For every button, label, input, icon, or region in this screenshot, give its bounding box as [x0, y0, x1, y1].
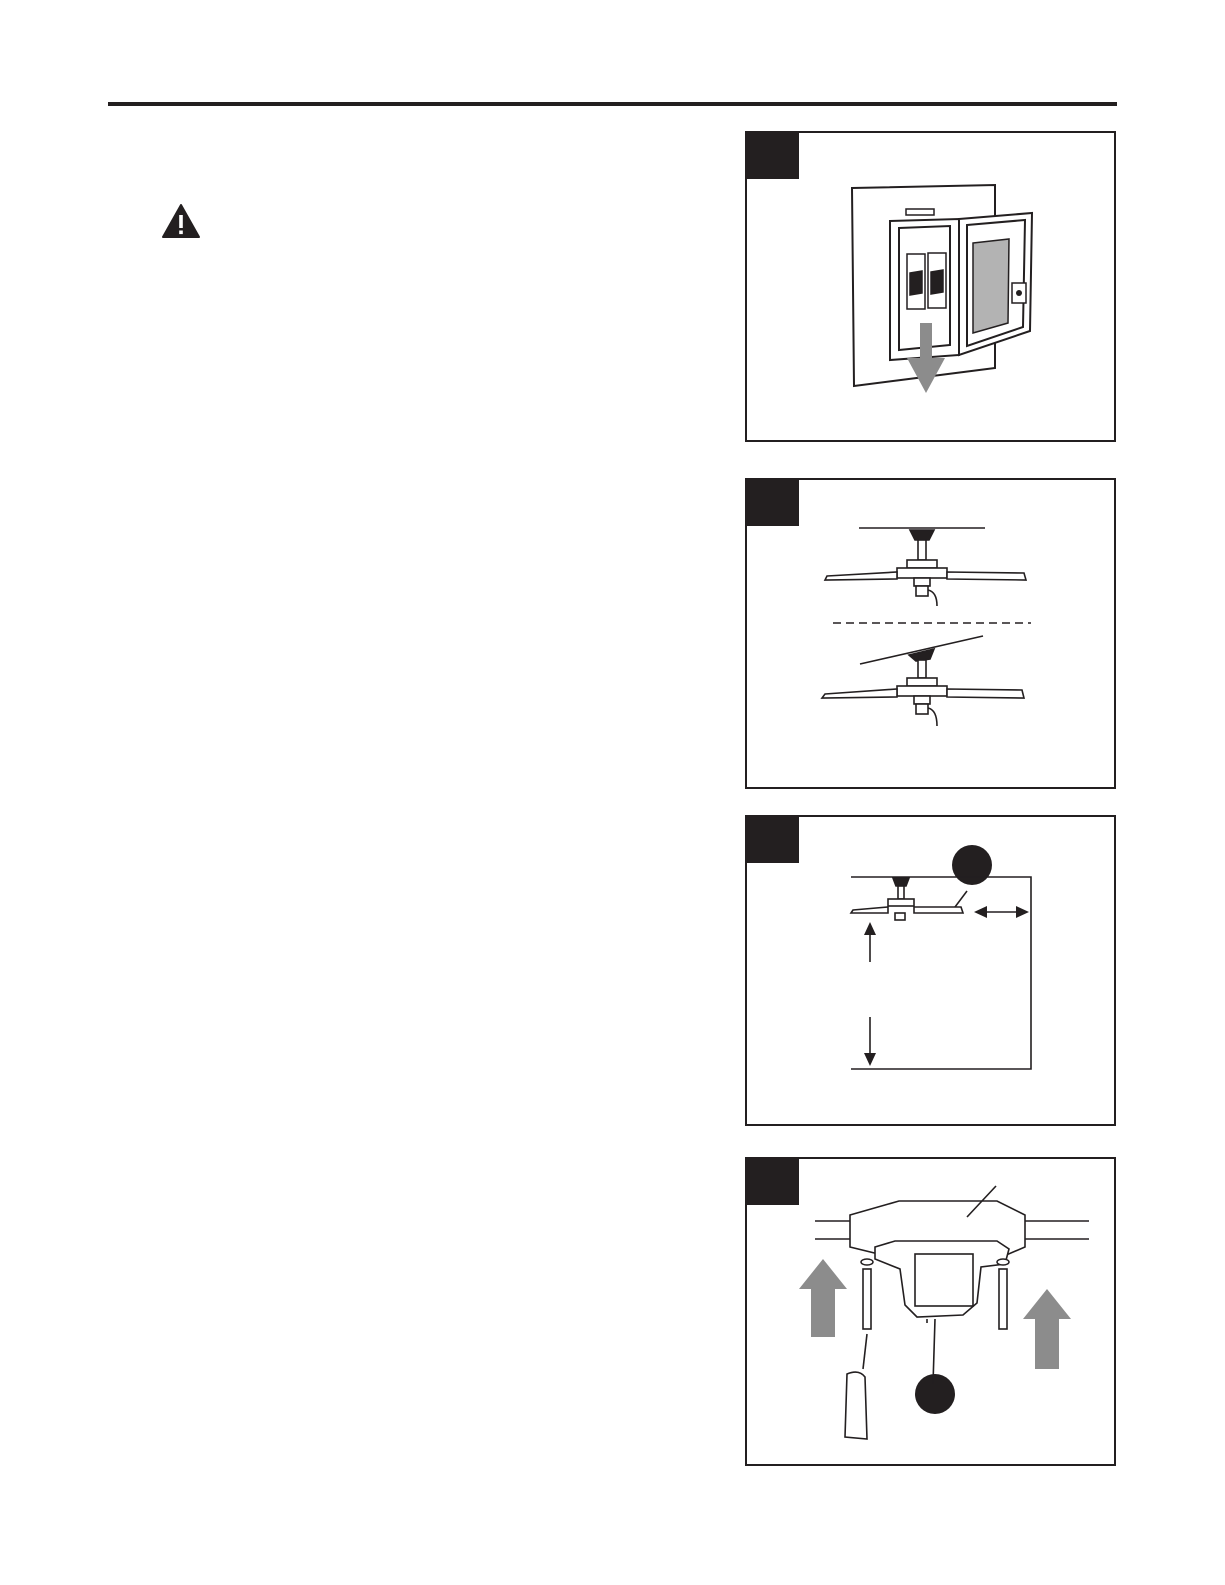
figure-2-panel — [745, 478, 1116, 789]
mounting-bracket-illustration — [747, 1159, 1118, 1468]
figure-3-panel — [745, 815, 1116, 1126]
header-rule — [108, 102, 1117, 106]
fan-ceiling-illustration — [747, 480, 1118, 791]
breaker-panel-illustration — [747, 133, 1118, 444]
warning-triangle-icon — [161, 203, 201, 239]
clearance-illustration — [747, 817, 1118, 1128]
figure-1-panel — [745, 131, 1116, 442]
figure-4-panel — [745, 1157, 1116, 1466]
